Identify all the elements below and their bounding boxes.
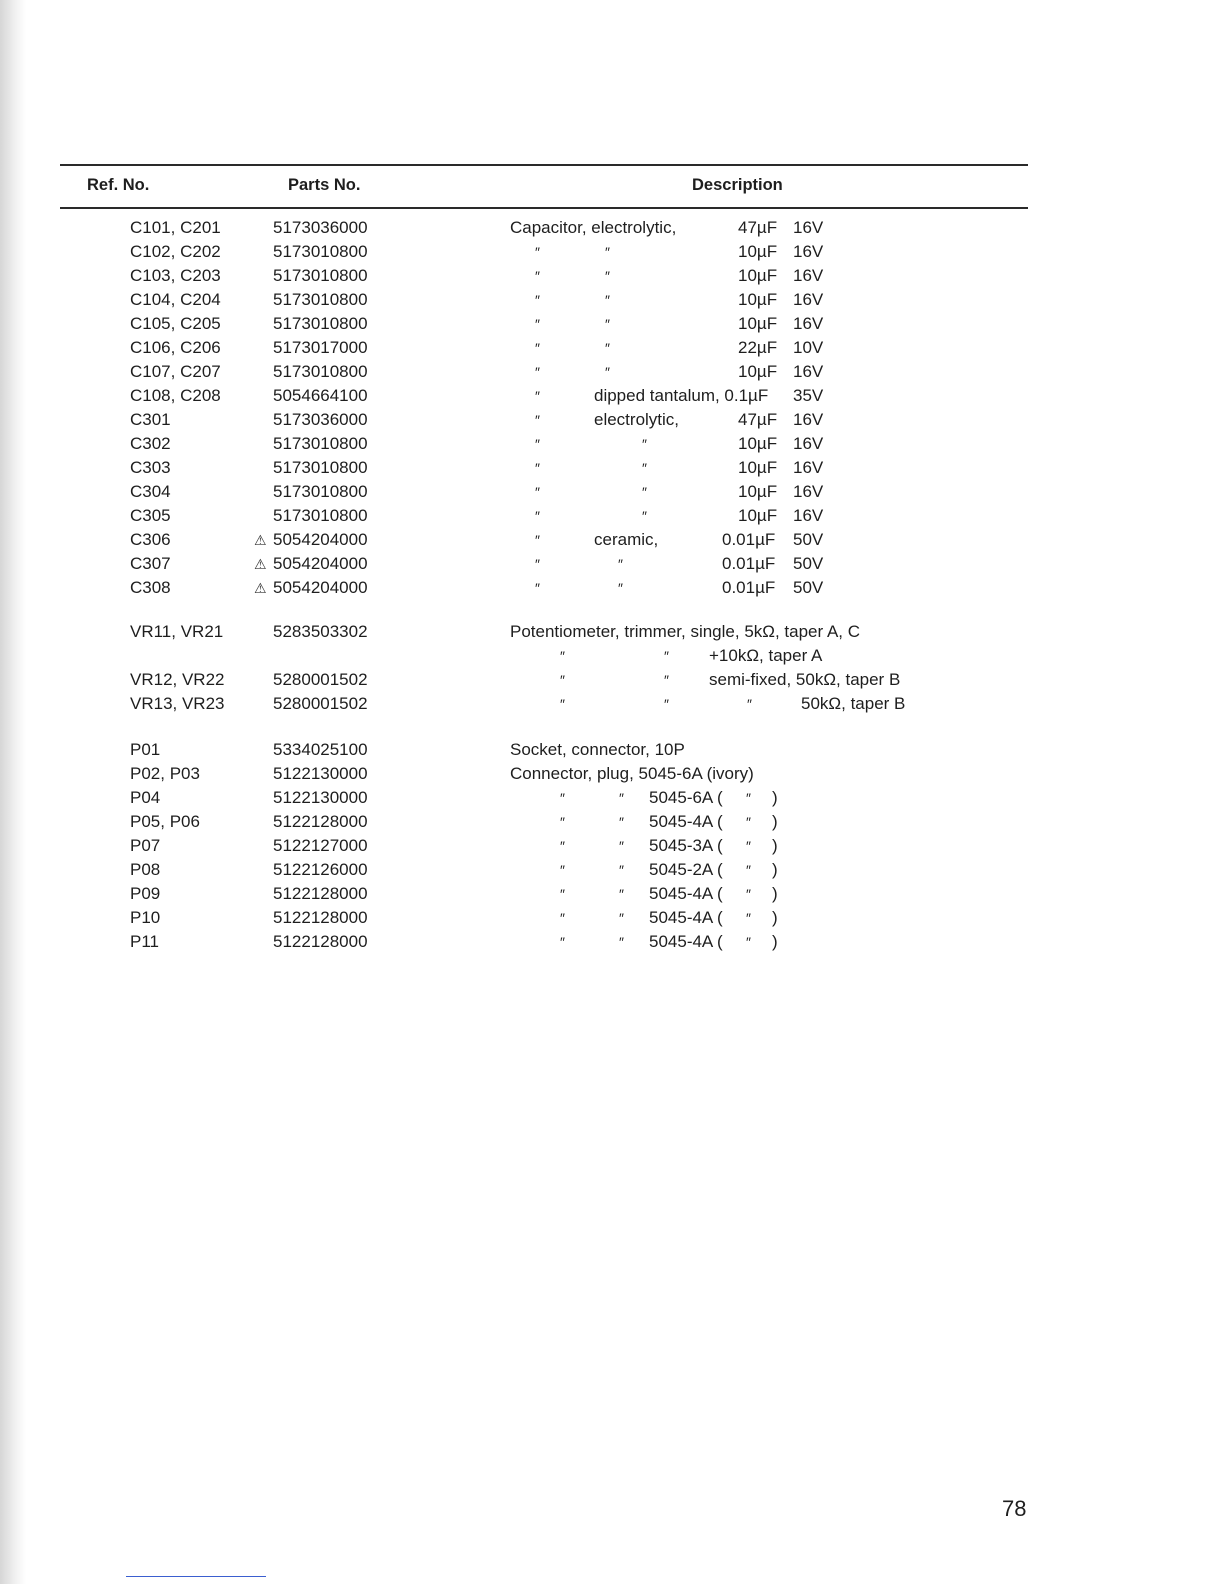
ref-no: C301	[130, 410, 171, 429]
ditto-mark: ″	[642, 484, 647, 500]
ditto-mark: ″	[535, 484, 540, 500]
parts-no: 5173010800	[273, 266, 368, 285]
ditto-mark: ″	[535, 532, 540, 548]
capacitor-type: electrolytic,	[594, 410, 680, 429]
parts-row	[0, 858, 1224, 882]
ditto-mark: ″	[619, 934, 624, 950]
ditto-mark: ″	[605, 268, 610, 284]
capacitance: 10µF	[738, 506, 778, 525]
ditto-mark: ″	[535, 292, 540, 308]
ditto-mark: ″	[535, 364, 540, 380]
ditto-mark: ″	[619, 910, 624, 926]
ref-no: VR11, VR21	[130, 622, 224, 641]
voltage: 16V	[793, 482, 824, 501]
ditto-mark: ″	[619, 838, 624, 854]
safety-warning-icon: ⚠	[254, 580, 267, 596]
ditto-mark: ″	[560, 862, 565, 878]
ditto-mark: ″	[535, 340, 540, 356]
ditto-mark: ″	[560, 886, 565, 902]
voltage: 16V	[793, 434, 824, 453]
capacitance: 0.01µF	[722, 578, 776, 597]
parts-no: 5173036000	[273, 218, 368, 237]
ref-no: C106, C206	[130, 338, 221, 357]
parts-row	[0, 456, 1224, 480]
voltage: 16V	[793, 458, 824, 477]
close-paren: )	[772, 932, 778, 951]
ref-no: C305	[130, 506, 171, 525]
ditto-mark: ″	[664, 672, 669, 688]
parts-no: 5173010800	[273, 362, 368, 381]
ref-no: P07	[130, 836, 161, 855]
header-bottom-rule	[60, 207, 1028, 209]
ref-no: C103, C203	[130, 266, 221, 285]
parts-row	[0, 288, 1224, 312]
capacitance: 10µF	[738, 242, 778, 261]
parts-no: 5173010800	[273, 482, 368, 501]
ditto-mark: ″	[560, 934, 565, 950]
ditto-mark: ″	[535, 316, 540, 332]
ditto-mark: ″	[619, 862, 624, 878]
parts-no: 5334025100	[273, 740, 368, 759]
description: 5045-4A (	[649, 908, 723, 927]
ditto-mark: ″	[746, 790, 751, 806]
close-paren: )	[772, 836, 778, 855]
parts-row	[0, 384, 1224, 408]
description: 5045-2A (	[649, 860, 723, 879]
ditto-mark: ″	[642, 436, 647, 452]
ditto-mark: ″	[605, 364, 610, 380]
capacitance: 10µF	[738, 482, 778, 501]
ref-no: C107, C207	[130, 362, 221, 381]
ditto-mark: ″	[664, 648, 669, 664]
parts-row	[0, 786, 1224, 810]
ditto-mark: ″	[535, 556, 540, 572]
description: semi-fixed, 50kΩ, taper B	[709, 670, 901, 689]
ditto-mark: ″	[535, 436, 540, 452]
parts-row	[0, 810, 1224, 834]
ditto-mark: ″	[560, 838, 565, 854]
ditto-mark: ″	[746, 934, 751, 950]
parts-no: 5122128000	[273, 908, 368, 927]
parts-row	[0, 576, 1224, 600]
voltage: 10V	[793, 338, 824, 357]
ref-no: P02, P03	[130, 764, 200, 783]
parts-no: 5054204000	[273, 554, 368, 573]
ditto-mark: ″	[535, 412, 540, 428]
parts-no: 5283503302	[273, 622, 368, 641]
parts-no: 5122128000	[273, 884, 368, 903]
capacitance: 10µF	[738, 458, 778, 477]
capacitance: 10µF	[738, 290, 778, 309]
parts-no: 5280001502	[273, 670, 368, 689]
capacitance: 10µF	[738, 434, 778, 453]
ref-no: P01	[130, 740, 161, 759]
ditto-mark: ″	[746, 814, 751, 830]
parts-no: 5173017000	[273, 338, 368, 357]
parts-no: 5122130000	[273, 788, 368, 807]
parts-no: 5173010800	[273, 506, 368, 525]
ditto-mark: ″	[535, 580, 540, 596]
ditto-mark: ″	[535, 268, 540, 284]
ditto-mark: ″	[747, 696, 752, 712]
ditto-mark: ″	[619, 886, 624, 902]
ref-no: C101, C201	[130, 218, 221, 237]
parts-row	[0, 762, 1224, 786]
parts-no: 5122128000	[273, 932, 368, 951]
voltage: 16V	[793, 506, 824, 525]
ditto-mark: ″	[560, 910, 565, 926]
voltage: 50V	[793, 578, 824, 597]
parts-row	[0, 240, 1224, 264]
description: Capacitor, electrolytic,	[510, 218, 677, 237]
voltage: 16V	[793, 290, 824, 309]
voltage: 50V	[793, 530, 824, 549]
parts-no: 5280001502	[273, 694, 368, 713]
parts-no-header: Parts No.	[288, 176, 361, 194]
ditto-mark: ″	[560, 672, 565, 688]
voltage: 16V	[793, 242, 824, 261]
ref-no-header: Ref. No.	[87, 176, 150, 194]
parts-no: 5173010800	[273, 242, 368, 261]
close-paren: )	[772, 812, 778, 831]
description: +10kΩ, taper A	[709, 646, 823, 665]
description: 5045-4A (	[649, 884, 723, 903]
ref-no: C303	[130, 458, 171, 477]
description: 5045-6A (	[649, 788, 723, 807]
close-paren: )	[772, 860, 778, 879]
parts-no: 5173010800	[273, 458, 368, 477]
description-header: Description	[692, 176, 783, 194]
parts-no: 5173010800	[273, 290, 368, 309]
ditto-mark: ″	[535, 244, 540, 260]
ditto-mark: ″	[642, 460, 647, 476]
capacitance: 10µF	[738, 314, 778, 333]
ref-no: C304	[130, 482, 171, 501]
capacitance: 47µF	[738, 410, 778, 429]
parts-row	[0, 692, 1224, 716]
parts-row	[0, 216, 1224, 240]
capacitance: 10µF	[738, 362, 778, 381]
parts-no: 5054204000	[273, 578, 368, 597]
description: 5045-4A (	[649, 932, 723, 951]
ditto-mark: ″	[746, 838, 751, 854]
ditto-mark: ″	[560, 696, 565, 712]
parts-row	[0, 528, 1224, 552]
ref-no: C302	[130, 434, 171, 453]
ditto-mark: ″	[605, 316, 610, 332]
description: 5045-4A (	[649, 812, 723, 831]
ditto-mark: ″	[535, 508, 540, 524]
ref-no: P11	[130, 932, 159, 951]
parts-row	[0, 312, 1224, 336]
ditto-mark: ″	[605, 292, 610, 308]
capacitance: 22µF	[738, 338, 778, 357]
parts-row	[0, 408, 1224, 432]
parts-no: 5054204000	[273, 530, 368, 549]
ditto-mark: ″	[618, 580, 623, 596]
voltage: 16V	[793, 362, 824, 381]
ditto-mark: ″	[560, 790, 565, 806]
footer-line	[126, 1576, 266, 1577]
ref-no: VR12, VR22	[130, 670, 225, 689]
parts-row	[0, 906, 1224, 930]
description: Connector, plug, 5045-6A (ivory)	[510, 764, 754, 783]
ditto-mark: ″	[642, 508, 647, 524]
page-number: 78	[1002, 1496, 1027, 1521]
header-top-rule	[60, 164, 1028, 166]
ditto-mark: ″	[746, 886, 751, 902]
ref-no: P05, P06	[130, 812, 200, 831]
parts-row	[0, 620, 1224, 644]
capacitance: 0.01µF	[722, 530, 776, 549]
voltage: 16V	[793, 410, 824, 429]
close-paren: )	[772, 788, 778, 807]
parts-row	[0, 480, 1224, 504]
ditto-mark: ″	[618, 556, 623, 572]
ref-no: C307	[130, 554, 171, 573]
parts-row	[0, 882, 1224, 906]
description: Potentiometer, trimmer, single, 5kΩ, taper A, C	[510, 622, 861, 641]
ditto-mark: ″	[664, 696, 669, 712]
close-paren: )	[772, 884, 778, 903]
ditto-mark: ″	[619, 790, 624, 806]
capacitance: 0.01µF	[722, 554, 776, 573]
parts-no: 5173010800	[273, 434, 368, 453]
ditto-mark: ″	[746, 862, 751, 878]
ref-no: P09	[130, 884, 161, 903]
ditto-mark: ″	[560, 814, 565, 830]
parts-no: 5122130000	[273, 764, 368, 783]
ditto-mark: ″	[746, 910, 751, 926]
voltage: 50V	[793, 554, 824, 573]
ditto-mark: ″	[560, 648, 565, 664]
ditto-mark: ″	[535, 460, 540, 476]
parts-no: 5054664100	[273, 386, 368, 405]
parts-row	[0, 336, 1224, 360]
parts-row	[0, 552, 1224, 576]
voltage: 16V	[793, 266, 824, 285]
description: 5045-3A (	[649, 836, 723, 855]
parts-row	[0, 504, 1224, 528]
parts-row	[0, 264, 1224, 288]
voltage: 16V	[793, 314, 824, 333]
ditto-mark: ″	[605, 340, 610, 356]
safety-warning-icon: ⚠	[254, 532, 267, 548]
safety-warning-icon: ⚠	[254, 556, 267, 572]
voltage: 35V	[793, 386, 824, 405]
ditto-mark: ″	[619, 814, 624, 830]
ref-no: P08	[130, 860, 161, 879]
ditto-mark: ″	[605, 244, 610, 260]
parts-row	[0, 644, 1224, 668]
ref-no: P10	[130, 908, 161, 927]
parts-row	[0, 930, 1224, 954]
ref-no: C105, C205	[130, 314, 221, 333]
ditto-mark: ″	[535, 388, 540, 404]
parts-row	[0, 738, 1224, 762]
parts-no: 5173010800	[273, 314, 368, 333]
description: Socket, connector, 10P	[510, 740, 685, 759]
parts-no: 5173036000	[273, 410, 368, 429]
description: 50kΩ, taper B	[801, 694, 906, 713]
parts-no: 5122126000	[273, 860, 368, 879]
ref-no: C108, C208	[130, 386, 221, 405]
parts-row	[0, 432, 1224, 456]
parts-row	[0, 668, 1224, 692]
ref-no: VR13, VR23	[130, 694, 225, 713]
capacitance: 10µF	[738, 266, 778, 285]
parts-no: 5122127000	[273, 836, 368, 855]
close-paren: )	[772, 908, 778, 927]
capacitor-type: ceramic,	[594, 530, 659, 549]
ref-no: C104, C204	[130, 290, 221, 309]
ref-no: C102, C202	[130, 242, 221, 261]
parts-no: 5122128000	[273, 812, 368, 831]
parts-row	[0, 360, 1224, 384]
ref-no: P04	[130, 788, 161, 807]
ref-no: C306	[130, 530, 171, 549]
voltage: 16V	[793, 218, 824, 237]
capacitance: 47µF	[738, 218, 778, 237]
capacitor-type: dipped tantalum, 0.1µF	[594, 386, 769, 405]
parts-row	[0, 834, 1224, 858]
ref-no: C308	[130, 578, 171, 597]
